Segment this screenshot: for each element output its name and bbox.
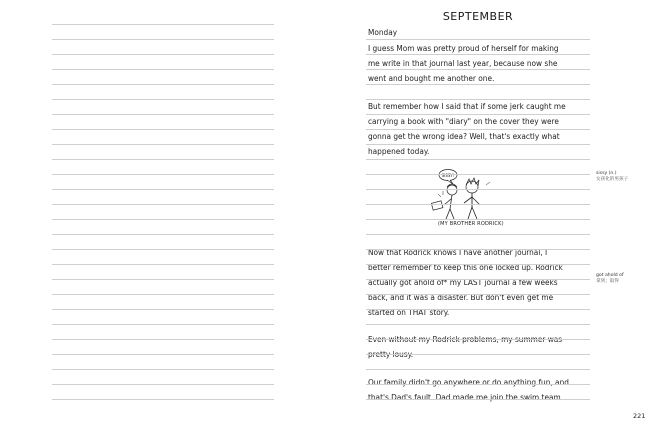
ruled-line xyxy=(366,99,590,100)
ruled-line xyxy=(366,204,590,205)
margin-note-term: sissy (n.) xyxy=(596,171,617,176)
ruled-line xyxy=(52,54,274,55)
text-line: that's Dad's fault. Dad made me join the swim team xyxy=(368,392,561,402)
margin-note-gloss: 女孩化的男孩子 xyxy=(596,177,629,182)
ruled-line xyxy=(52,189,274,190)
ruled-line xyxy=(52,84,274,85)
ruled-line xyxy=(52,384,274,385)
ruled-line xyxy=(366,384,590,385)
ruled-line xyxy=(52,354,274,355)
ruled-line xyxy=(52,174,274,175)
page-number: 221 xyxy=(633,412,646,420)
left-page xyxy=(52,0,274,424)
margin-note-term: got ahold of xyxy=(596,273,624,278)
text-line: back, and it was a disaster. But don't even get me xyxy=(368,292,554,302)
text-line: happened today. xyxy=(368,146,430,156)
ruled-line xyxy=(366,324,590,325)
ruled-line xyxy=(52,39,274,40)
ruled-line xyxy=(366,294,590,295)
ruled-line xyxy=(366,189,590,190)
ruled-line xyxy=(366,219,590,220)
ruled-line xyxy=(366,144,590,145)
text-line: But remember how I said that if some jerk caught me xyxy=(368,101,566,111)
right-page xyxy=(366,0,590,424)
text-line: pretty lousy. xyxy=(368,349,414,359)
text-line: Monday xyxy=(368,27,398,37)
ruled-line xyxy=(366,114,590,115)
ruled-line xyxy=(52,99,274,100)
ruled-line xyxy=(366,84,590,85)
ruled-line xyxy=(366,129,590,130)
ruled-line xyxy=(52,24,274,25)
ruled-line xyxy=(366,264,590,265)
text-line: went and bought me another one. xyxy=(368,73,495,83)
ruled-line xyxy=(52,339,274,340)
ruled-line xyxy=(52,369,274,370)
month-heading: SEPTEMBER xyxy=(442,10,514,23)
ruled-line xyxy=(366,339,590,340)
ruled-line xyxy=(52,309,274,310)
ruled-line xyxy=(366,174,590,175)
ruled-line xyxy=(52,264,274,265)
ruled-line xyxy=(366,54,590,55)
ruled-line xyxy=(52,69,274,70)
ruled-line xyxy=(366,369,590,370)
ruled-line xyxy=(52,279,274,280)
text-line: Now that Rodrick knows I have another journal, I xyxy=(368,247,548,257)
speech-bubble-text: SISSY! xyxy=(441,173,455,178)
ruled-line xyxy=(52,399,274,400)
ruled-line xyxy=(52,204,274,205)
text-line: Our family didn't go anywhere or do anything fun, and xyxy=(368,377,569,387)
ruled-line xyxy=(52,129,274,130)
ruled-line xyxy=(366,279,590,280)
text-line: better remember to keep this one locked up. Rodrick xyxy=(368,262,563,272)
ruled-line xyxy=(52,159,274,160)
ruled-line xyxy=(366,354,590,355)
ruled-line xyxy=(52,144,274,145)
margin-note xyxy=(596,273,650,285)
ruled-line xyxy=(366,159,590,160)
ruled-line xyxy=(52,294,274,295)
margin-note xyxy=(596,171,650,183)
ruled-line xyxy=(366,39,590,40)
ruled-line xyxy=(52,219,274,220)
text-line: actually got ahold of* my LAST journal a few weeks xyxy=(368,277,558,287)
text-line: gonna get the wrong idea? Well, that's exactly what xyxy=(368,131,560,141)
ruled-line xyxy=(52,324,274,325)
ruled-line xyxy=(52,234,274,235)
illustration-caption: (MY BROTHER RODRICK) xyxy=(438,221,504,227)
text-line: I guess Mom was pretty proud of herself for making xyxy=(368,43,559,53)
ruled-line xyxy=(366,249,590,250)
text-line: me write in that journal last year, because now she xyxy=(368,58,558,68)
text-line: started on THAT story. xyxy=(368,307,450,317)
rodrick-illustration xyxy=(426,167,500,223)
ruled-line xyxy=(366,309,590,310)
margin-note-gloss: 拿到；取得 xyxy=(596,279,619,284)
ruled-line xyxy=(366,234,590,235)
ruled-line xyxy=(52,114,274,115)
text-line: carrying a book with "diary" on the cover they were xyxy=(368,116,559,126)
text-line: Even without my Rodrick problems, my summer was xyxy=(368,334,563,344)
ruled-line xyxy=(366,69,590,70)
ruled-line xyxy=(366,399,590,400)
ruled-line xyxy=(52,249,274,250)
